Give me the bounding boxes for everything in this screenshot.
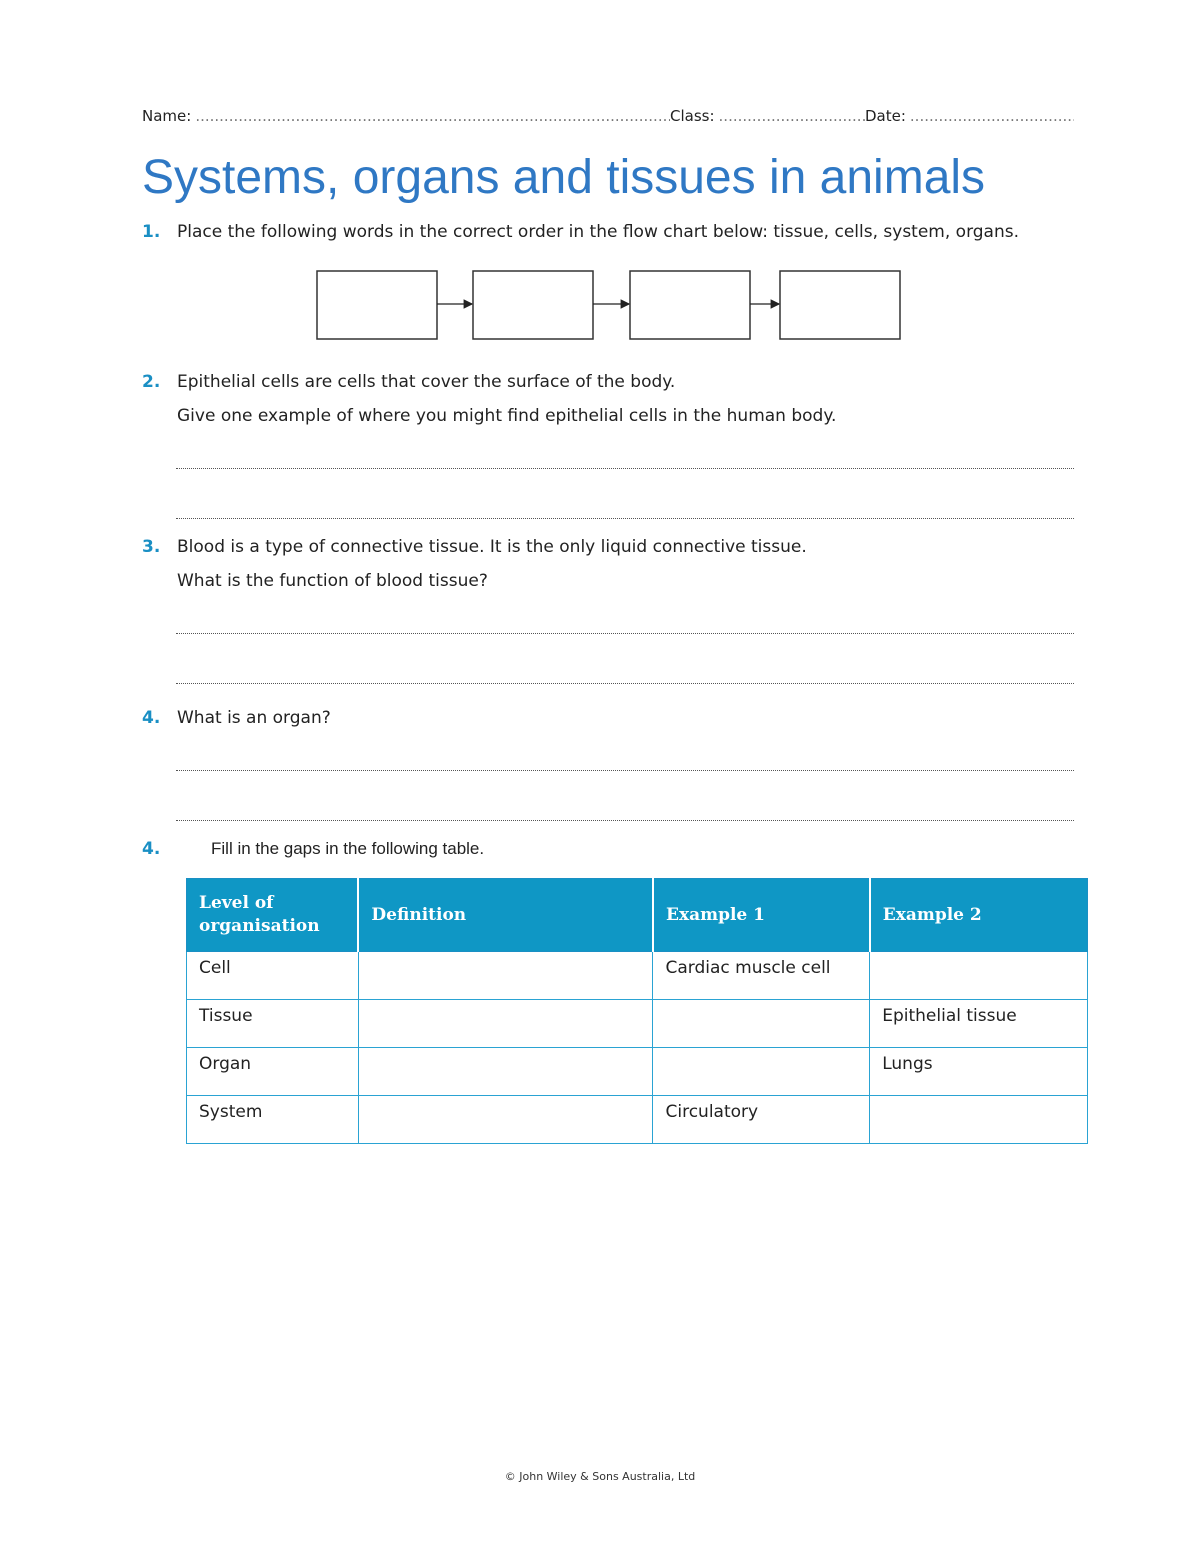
question-number: 4.	[142, 839, 161, 859]
name-field[interactable]	[142, 107, 670, 125]
flow-box-2[interactable]	[473, 271, 593, 339]
student-info-line	[142, 107, 1074, 125]
table-cell: System	[187, 1096, 359, 1144]
flow-box-4[interactable]	[780, 271, 900, 339]
page-title: Systems, organs and tissues in animals	[142, 151, 986, 204]
table-cell-blank[interactable]	[653, 1000, 870, 1048]
table-row	[187, 1048, 1088, 1096]
flow-box-3[interactable]	[630, 271, 750, 339]
class-blank[interactable]	[719, 107, 865, 125]
answer-line[interactable]	[176, 516, 1074, 519]
table-header-cell: Definition	[358, 879, 653, 952]
table-cell: Organ	[187, 1048, 359, 1096]
flow-box-1[interactable]	[317, 271, 437, 339]
table-cell: Epithelial tissue	[870, 1000, 1088, 1048]
table-cell-blank[interactable]	[358, 1000, 653, 1048]
table-cell: Cell	[187, 952, 359, 1000]
answer-line[interactable]	[176, 466, 1074, 469]
table-header-row	[187, 879, 1088, 952]
answer-line[interactable]	[176, 631, 1074, 634]
answer-line[interactable]	[176, 768, 1074, 771]
flow-chart	[316, 270, 902, 342]
question-prompt: Give one example of where you might find epithelial cells in the human body.	[177, 406, 837, 426]
date-label: Date:	[865, 107, 906, 125]
table-row	[187, 1000, 1088, 1048]
question-text: What is an organ?	[177, 708, 331, 728]
question-text: Fill in the gaps in the following table.	[211, 839, 485, 858]
question-number: 2.	[142, 372, 161, 392]
name-blank[interactable]	[195, 107, 670, 125]
table-cell: Lungs	[870, 1048, 1088, 1096]
table-cell-blank[interactable]	[358, 1096, 653, 1144]
question-number: 4.	[142, 708, 161, 728]
name-label: Name:	[142, 107, 192, 125]
table-cell: Cardiac muscle cell	[653, 952, 870, 1000]
organisation-table	[186, 878, 1088, 1144]
table-header-cell: Level of organisation	[187, 879, 359, 952]
answer-line[interactable]	[176, 681, 1074, 684]
question-text: Epithelial cells are cells that cover the surface of the body.	[177, 372, 676, 392]
copyright-footer: © John Wiley & Sons Australia, Ltd	[504, 1470, 696, 1483]
date-blank[interactable]	[910, 107, 1074, 125]
table-header-cell: Example 1	[653, 879, 870, 952]
question-text: Blood is a type of connective tissue. It is the only liquid connective tissue.	[177, 537, 807, 557]
table-cell: Tissue	[187, 1000, 359, 1048]
flow-chart-svg	[316, 270, 902, 342]
table-cell-blank[interactable]	[653, 1048, 870, 1096]
table-cell-blank[interactable]	[358, 952, 653, 1000]
question-number: 3.	[142, 537, 161, 557]
question-prompt: What is the function of blood tissue?	[177, 571, 488, 591]
date-field[interactable]	[865, 107, 1074, 125]
question-text: Place the following words in the correct order in the flow chart below: tissue, cells, system, organs.	[177, 222, 1020, 242]
table-cell-blank[interactable]	[870, 952, 1088, 1000]
class-label: Class:	[670, 107, 715, 125]
table-header-cell: Example 2	[870, 879, 1088, 952]
question-number: 1.	[142, 222, 161, 242]
table-row	[187, 1096, 1088, 1144]
table-row	[187, 952, 1088, 1000]
class-field[interactable]	[670, 107, 865, 125]
answer-line[interactable]	[176, 818, 1074, 821]
table-cell-blank[interactable]	[870, 1096, 1088, 1144]
table-cell-blank[interactable]	[358, 1048, 653, 1096]
table-cell: Circulatory	[653, 1096, 870, 1144]
